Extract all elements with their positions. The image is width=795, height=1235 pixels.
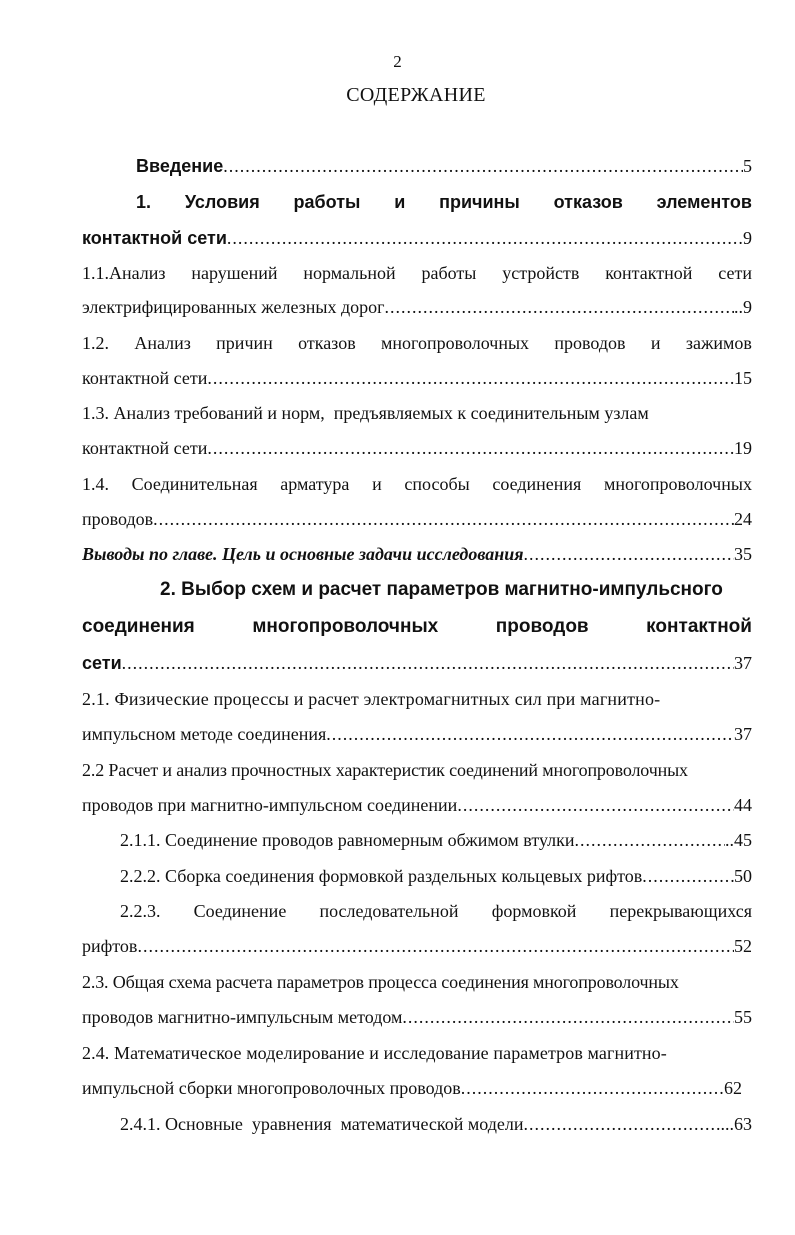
leader-dots: [223, 154, 743, 178]
word: работы: [293, 192, 361, 212]
word: элементов: [656, 192, 752, 212]
word: Условия: [184, 192, 260, 212]
word: нормальной: [303, 263, 396, 283]
leader-dots: [461, 1076, 724, 1100]
toc-page-ref: 9: [743, 228, 752, 248]
toc-entry-2-4-line1[interactable]: 2.4. Математическое моделирование и исследование параметров магнитно-: [82, 1043, 667, 1063]
toc-page-ref: 37: [734, 653, 752, 673]
toc-entry-2-2-3-line1[interactable]: [120, 899, 752, 923]
word: Соединение: [193, 901, 287, 921]
word: 1.4.: [82, 474, 109, 494]
toc-page-ref: 37: [734, 724, 752, 744]
toc-label: рифтов: [82, 936, 138, 956]
word: нарушений: [191, 263, 278, 283]
toc-entry-1-1-line2[interactable]: [82, 295, 752, 319]
word: соединения: [82, 616, 195, 637]
word: и: [650, 333, 661, 353]
leader-dots: [207, 366, 734, 390]
toc-entry-1-3-line2[interactable]: [82, 436, 752, 460]
word: проводов: [554, 333, 626, 353]
toc-label: контактной сети: [82, 228, 227, 248]
word: отказов: [298, 333, 356, 353]
toc-page-ref: 15: [734, 368, 752, 388]
toc-entry-conclusions[interactable]: [82, 542, 752, 566]
toc-entry-1-3-line1[interactable]: 1.3. Анализ требований и норм, предъявляемых к соединительным узлам: [82, 403, 649, 423]
toc-label: контактной сети: [82, 368, 208, 388]
leader-dots: [524, 1112, 721, 1136]
toc-label: 2.1.1. Соединение проводов равномерным обжимом втулки: [120, 830, 575, 850]
leader-dots: [524, 542, 734, 566]
toc-entry-2-2-line2[interactable]: [82, 793, 752, 817]
leader-dots: [402, 1005, 734, 1029]
word: проводов: [495, 616, 589, 637]
toc-page-ref: ..45: [725, 830, 752, 850]
word: многопроволочных: [252, 616, 439, 637]
toc-page-ref: 62: [724, 1078, 742, 1098]
toc-label: сети: [82, 653, 122, 673]
toc-entry-2-1-line1[interactable]: 2.1. Физические процессы и расчет электромагнитных сил при магнитно-: [82, 689, 661, 709]
word: последовательной: [319, 901, 459, 921]
toc-entry-2-3-line1[interactable]: 2.3. Общая схема расчета параметров процесса соединения многопроволочных: [82, 972, 679, 992]
toc-page-ref: 35: [734, 544, 752, 564]
toc-entry-ch2-line3[interactable]: [82, 651, 752, 675]
leader-dots: [385, 295, 734, 319]
word: работы: [421, 263, 477, 283]
leader-dots: [575, 828, 725, 852]
word: Анализ: [134, 333, 191, 353]
toc-label: импульсном методе соединения: [82, 724, 327, 744]
leader-dots: [137, 934, 734, 958]
leader-dots: [326, 722, 734, 746]
toc-entry-2-2-2[interactable]: [120, 864, 752, 888]
word: способы: [404, 474, 470, 494]
toc-entry-2-4-line2[interactable]: [82, 1076, 742, 1100]
toc-entry-2-1-1[interactable]: [120, 828, 752, 852]
toc-page-ref: ...63: [720, 1114, 752, 1134]
word: отказов: [553, 192, 623, 212]
toc-entry-1-1-line1[interactable]: [82, 261, 752, 285]
toc-page-ref: 52: [734, 936, 752, 956]
toc-page-ref: 5: [743, 156, 752, 176]
leader-dots: [122, 651, 734, 675]
word: 1.1.Анализ: [82, 263, 166, 283]
toc-page-ref: ..9: [734, 297, 752, 317]
word: Соединительная: [131, 474, 258, 494]
leader-dots: [642, 864, 734, 888]
word: устройств: [502, 263, 580, 283]
toc-entry-ch1-line1[interactable]: [136, 190, 752, 214]
toc-label: проводов: [82, 509, 154, 529]
word: 2.2.3.: [120, 901, 161, 921]
word: сети: [718, 263, 752, 283]
leader-dots: [457, 793, 734, 817]
word: 1.: [136, 192, 152, 212]
page-title: СОДЕРЖАНИЕ: [346, 84, 486, 106]
word: многопроволочных: [381, 333, 530, 353]
toc-entry-2-2-3-line2[interactable]: [82, 934, 752, 958]
toc-entry-ch1-line2[interactable]: [82, 226, 752, 250]
word: контактной: [646, 616, 752, 637]
toc-entry-ch2-line1[interactable]: 2. Выбор схем и расчет параметров магнитно-импульсного: [160, 579, 723, 600]
toc-entry-intro[interactable]: [136, 154, 752, 178]
leader-dots: [207, 436, 734, 460]
word: и: [372, 474, 382, 494]
toc-entry-2-1-line2[interactable]: [82, 722, 752, 746]
page-number: 2: [393, 52, 402, 71]
word: соединения: [492, 474, 582, 494]
toc-page-ref: 44: [734, 795, 752, 815]
toc-entry-2-4-1[interactable]: [120, 1112, 752, 1136]
toc-label: проводов при магнитно-импульсном соединении: [82, 795, 458, 815]
word: перекрывающихся: [609, 901, 752, 921]
leader-dots: [227, 226, 743, 250]
leader-dots: [153, 507, 734, 531]
toc-label: 2.4.1. Основные уравнения математической модели: [120, 1114, 524, 1134]
toc-entry-2-2-line1[interactable]: 2.2 Расчет и анализ прочностных характеристик соединений многопроволочных: [82, 760, 688, 780]
toc-label: Введение: [136, 156, 224, 176]
toc-entry-1-4-line1[interactable]: [82, 472, 752, 496]
toc-entry-1-4-line2[interactable]: [82, 507, 752, 531]
toc-label: проводов магнитно-импульсным методом: [82, 1007, 403, 1027]
toc-entry-1-2-line2[interactable]: [82, 366, 752, 390]
toc-page-ref: 19: [734, 438, 752, 458]
toc-page-ref: 50: [734, 866, 752, 886]
word: и: [394, 192, 406, 212]
toc-page-ref: 24: [734, 509, 752, 529]
word: арматура: [280, 474, 350, 494]
word: причины: [439, 192, 520, 212]
toc-label: электрифицированных железных дорог: [82, 297, 385, 317]
word: причин: [216, 333, 273, 353]
toc-label: Выводы по главе. Цель и основные задачи исследования: [82, 544, 524, 564]
toc-page-ref: 55: [734, 1007, 752, 1027]
toc-label: 2.2.2. Сборка соединения формовкой раздельных кольцевых рифтов: [120, 866, 643, 886]
word: контактной: [605, 263, 693, 283]
toc-entry-2-3-line2[interactable]: [82, 1005, 752, 1029]
word: формовкой: [491, 901, 577, 921]
word: многопроволочных: [603, 474, 752, 494]
word: 1.2.: [82, 333, 109, 353]
toc-label: импульсной сборки многопроволочных проводов: [82, 1078, 461, 1098]
word: зажимов: [685, 333, 752, 353]
toc-entry-1-2-line1[interactable]: [82, 331, 752, 355]
toc-label: контактной сети: [82, 438, 208, 458]
toc-entry-ch2-line2[interactable]: [82, 615, 752, 639]
